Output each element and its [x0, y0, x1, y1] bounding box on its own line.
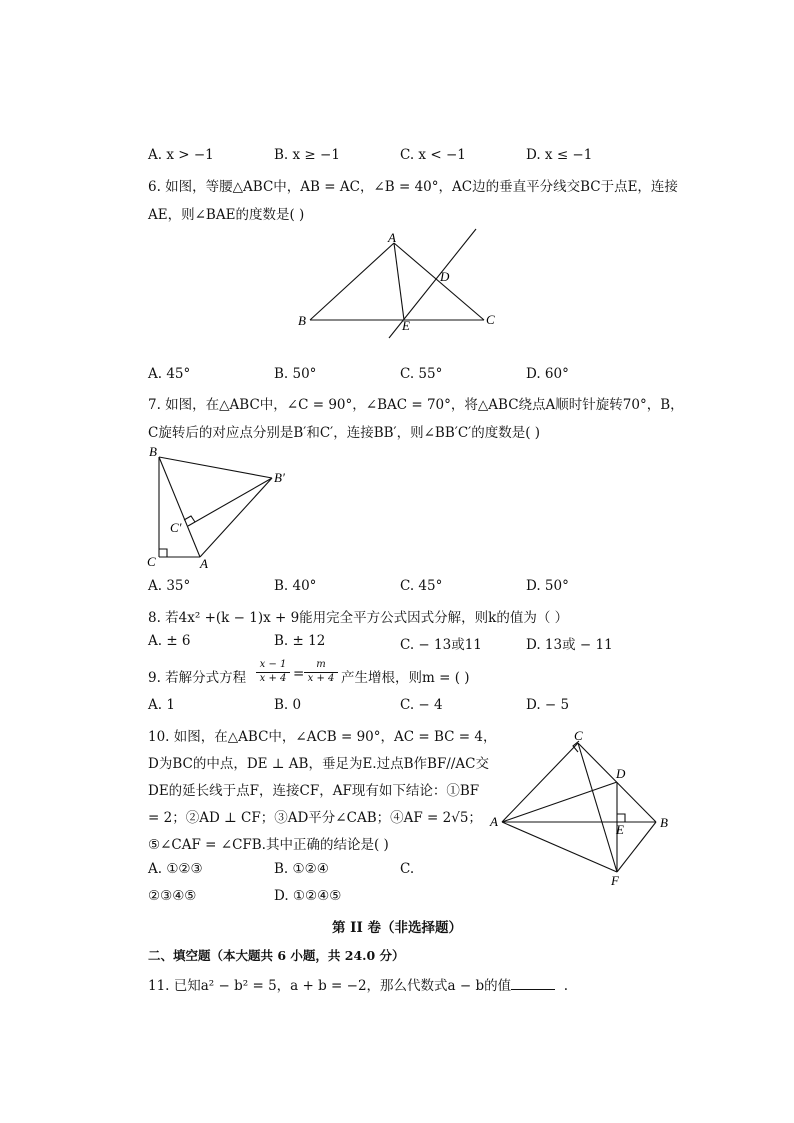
q7-stem-line1: 7. 如图，在△ABC中，∠C = 90°，∠BAC = 70°，将△ABC绕点A顺时针旋转70°，B， — [148, 397, 684, 413]
q8-option-a: A. ± 6 — [148, 633, 191, 649]
section-2-subtitle: 二、填空题（本大题共 6 小题，共 24.0 分） — [148, 948, 405, 963]
q10-label-d: D — [616, 766, 626, 781]
q7-right-angle-c — [159, 549, 167, 557]
q6-option-a: A. 45° — [148, 366, 191, 382]
q11-stem: 11. 已知a² − b² = 5，a + b = −2，那么代数式a − b的值 — [148, 978, 512, 994]
q10-option-d: D. ①②④⑤ — [274, 888, 342, 904]
q10-stem-line4: = 2；②AD ⊥ CF；③AD平分∠CAB；④AF = 2√5； — [148, 810, 482, 826]
q6-label-c: C — [486, 312, 495, 327]
q10-stem-line1: 10. 如图，在△ABC中，∠ACB = 90°，AC = BC = 4， — [148, 729, 497, 745]
q10-figure — [486, 726, 680, 888]
q7-option-c: C. 45° — [400, 578, 443, 594]
q8-option-c: C. − 13或11 — [400, 637, 482, 653]
q7-stem-line2: C旋转后的对应点分别是B′和C′，连接BB′，则∠BB′C′的度数是( ) — [148, 425, 541, 441]
q10-stem-line2: D为BC的中点，DE ⊥ AB，垂足为E.过点B作BF//AC交 — [148, 756, 489, 772]
q10-option-b: B. ①②④ — [274, 861, 329, 877]
q10-label-e: E — [616, 822, 624, 837]
q10-label-f: F — [611, 873, 619, 888]
q6-label-b: B — [298, 313, 306, 328]
q9-option-d: D. − 5 — [526, 697, 570, 713]
q7-label-a: A — [200, 556, 208, 571]
q9-suffix: 产生增根，则m = ( ) — [341, 670, 470, 686]
q7-option-b: B. 40° — [274, 578, 317, 594]
q8-option-b: B. ± 12 — [274, 633, 326, 649]
q6-segment-ae — [394, 243, 404, 320]
q6-label-d: D — [440, 269, 450, 284]
q7-segment-b2a — [200, 478, 272, 557]
q10-label-b: B — [660, 815, 668, 830]
q9-prefix: 9. 若解分式方程 — [148, 670, 247, 686]
q9-option-b: B. 0 — [274, 697, 302, 713]
q8-stem: 8. 若4x² +(k − 1)x + 9能用完全平方公式因式分解，则k的值为（ ） — [148, 610, 569, 626]
q9-option-a: A. 1 — [148, 697, 175, 713]
q9-frac1-den: x + 4 — [259, 673, 287, 684]
q7-segment-ba — [159, 457, 200, 557]
q10-option-a: A. ①②③ — [148, 861, 203, 877]
q10-segment-ac — [502, 743, 578, 822]
q6-segment-ac — [394, 243, 484, 320]
q6-stem-line1: 6. 如图，等腰△ABC中，AB = AC，∠B = 40°，AC边的垂直平分线交BC于点E，连接 — [148, 179, 678, 195]
q6-label-e: E — [402, 318, 410, 333]
q5-option-c: C. x < −1 — [400, 147, 466, 163]
q9-frac1-num: x − 1 — [259, 659, 287, 670]
q10-label-a: A — [490, 814, 498, 829]
q7-segment-bb2 — [159, 457, 272, 478]
q8-option-d: D. 13或 − 11 — [526, 637, 613, 653]
q11-period: . — [563, 978, 569, 994]
q7-label-c-prime: C′ — [170, 520, 182, 535]
q7-option-a: A. 35° — [148, 578, 191, 594]
q6-segment-ab — [310, 243, 394, 320]
q7-label-b: B — [149, 444, 157, 459]
q11-answer-blank — [511, 977, 555, 990]
q7-segment-c2b2 — [188, 478, 272, 526]
q9-frac2-den: x + 4 — [307, 673, 335, 684]
q10-stem-line5: ⑤∠CAF = ∠CFB.其中正确的结论是( ) — [148, 837, 389, 853]
q9-equals: = — [293, 666, 305, 682]
q6-label-a: A — [388, 230, 396, 245]
q7-label-c: C — [147, 554, 156, 569]
q10-stem-line3: DE的延长线于点F，连接CF，AF现有如下结论：①BF — [148, 783, 480, 799]
q5-option-d: D. x ≤ −1 — [526, 147, 593, 163]
q6-option-d: D. 60° — [526, 366, 569, 382]
q10-right-angle-e — [617, 814, 625, 822]
q6-option-b: B. 50° — [274, 366, 317, 382]
q6-stem-line2: AE，则∠BAE的度数是( ) — [148, 207, 305, 223]
section-2-title: 第 II 卷（非选择题） — [331, 920, 463, 936]
q7-option-d: D. 50° — [526, 578, 569, 594]
q5-option-b: B. x ≥ −1 — [274, 147, 340, 163]
q10-label-c: C — [574, 728, 583, 743]
q9-frac2-num: m — [316, 659, 326, 670]
question-11 — [148, 974, 568, 994]
q7-label-b-prime: B′ — [274, 470, 285, 485]
q10-option-c-continued: ②③④⑤ — [148, 888, 197, 904]
q9-option-c: C. − 4 — [400, 697, 443, 713]
q7-figure — [140, 442, 300, 572]
q10-option-c: C. — [400, 861, 415, 877]
q10-segment-af — [502, 822, 617, 872]
q6-figure — [290, 226, 495, 342]
q5-option-a: A. x > −1 — [148, 147, 214, 163]
q6-option-c: C. 55° — [400, 366, 443, 382]
